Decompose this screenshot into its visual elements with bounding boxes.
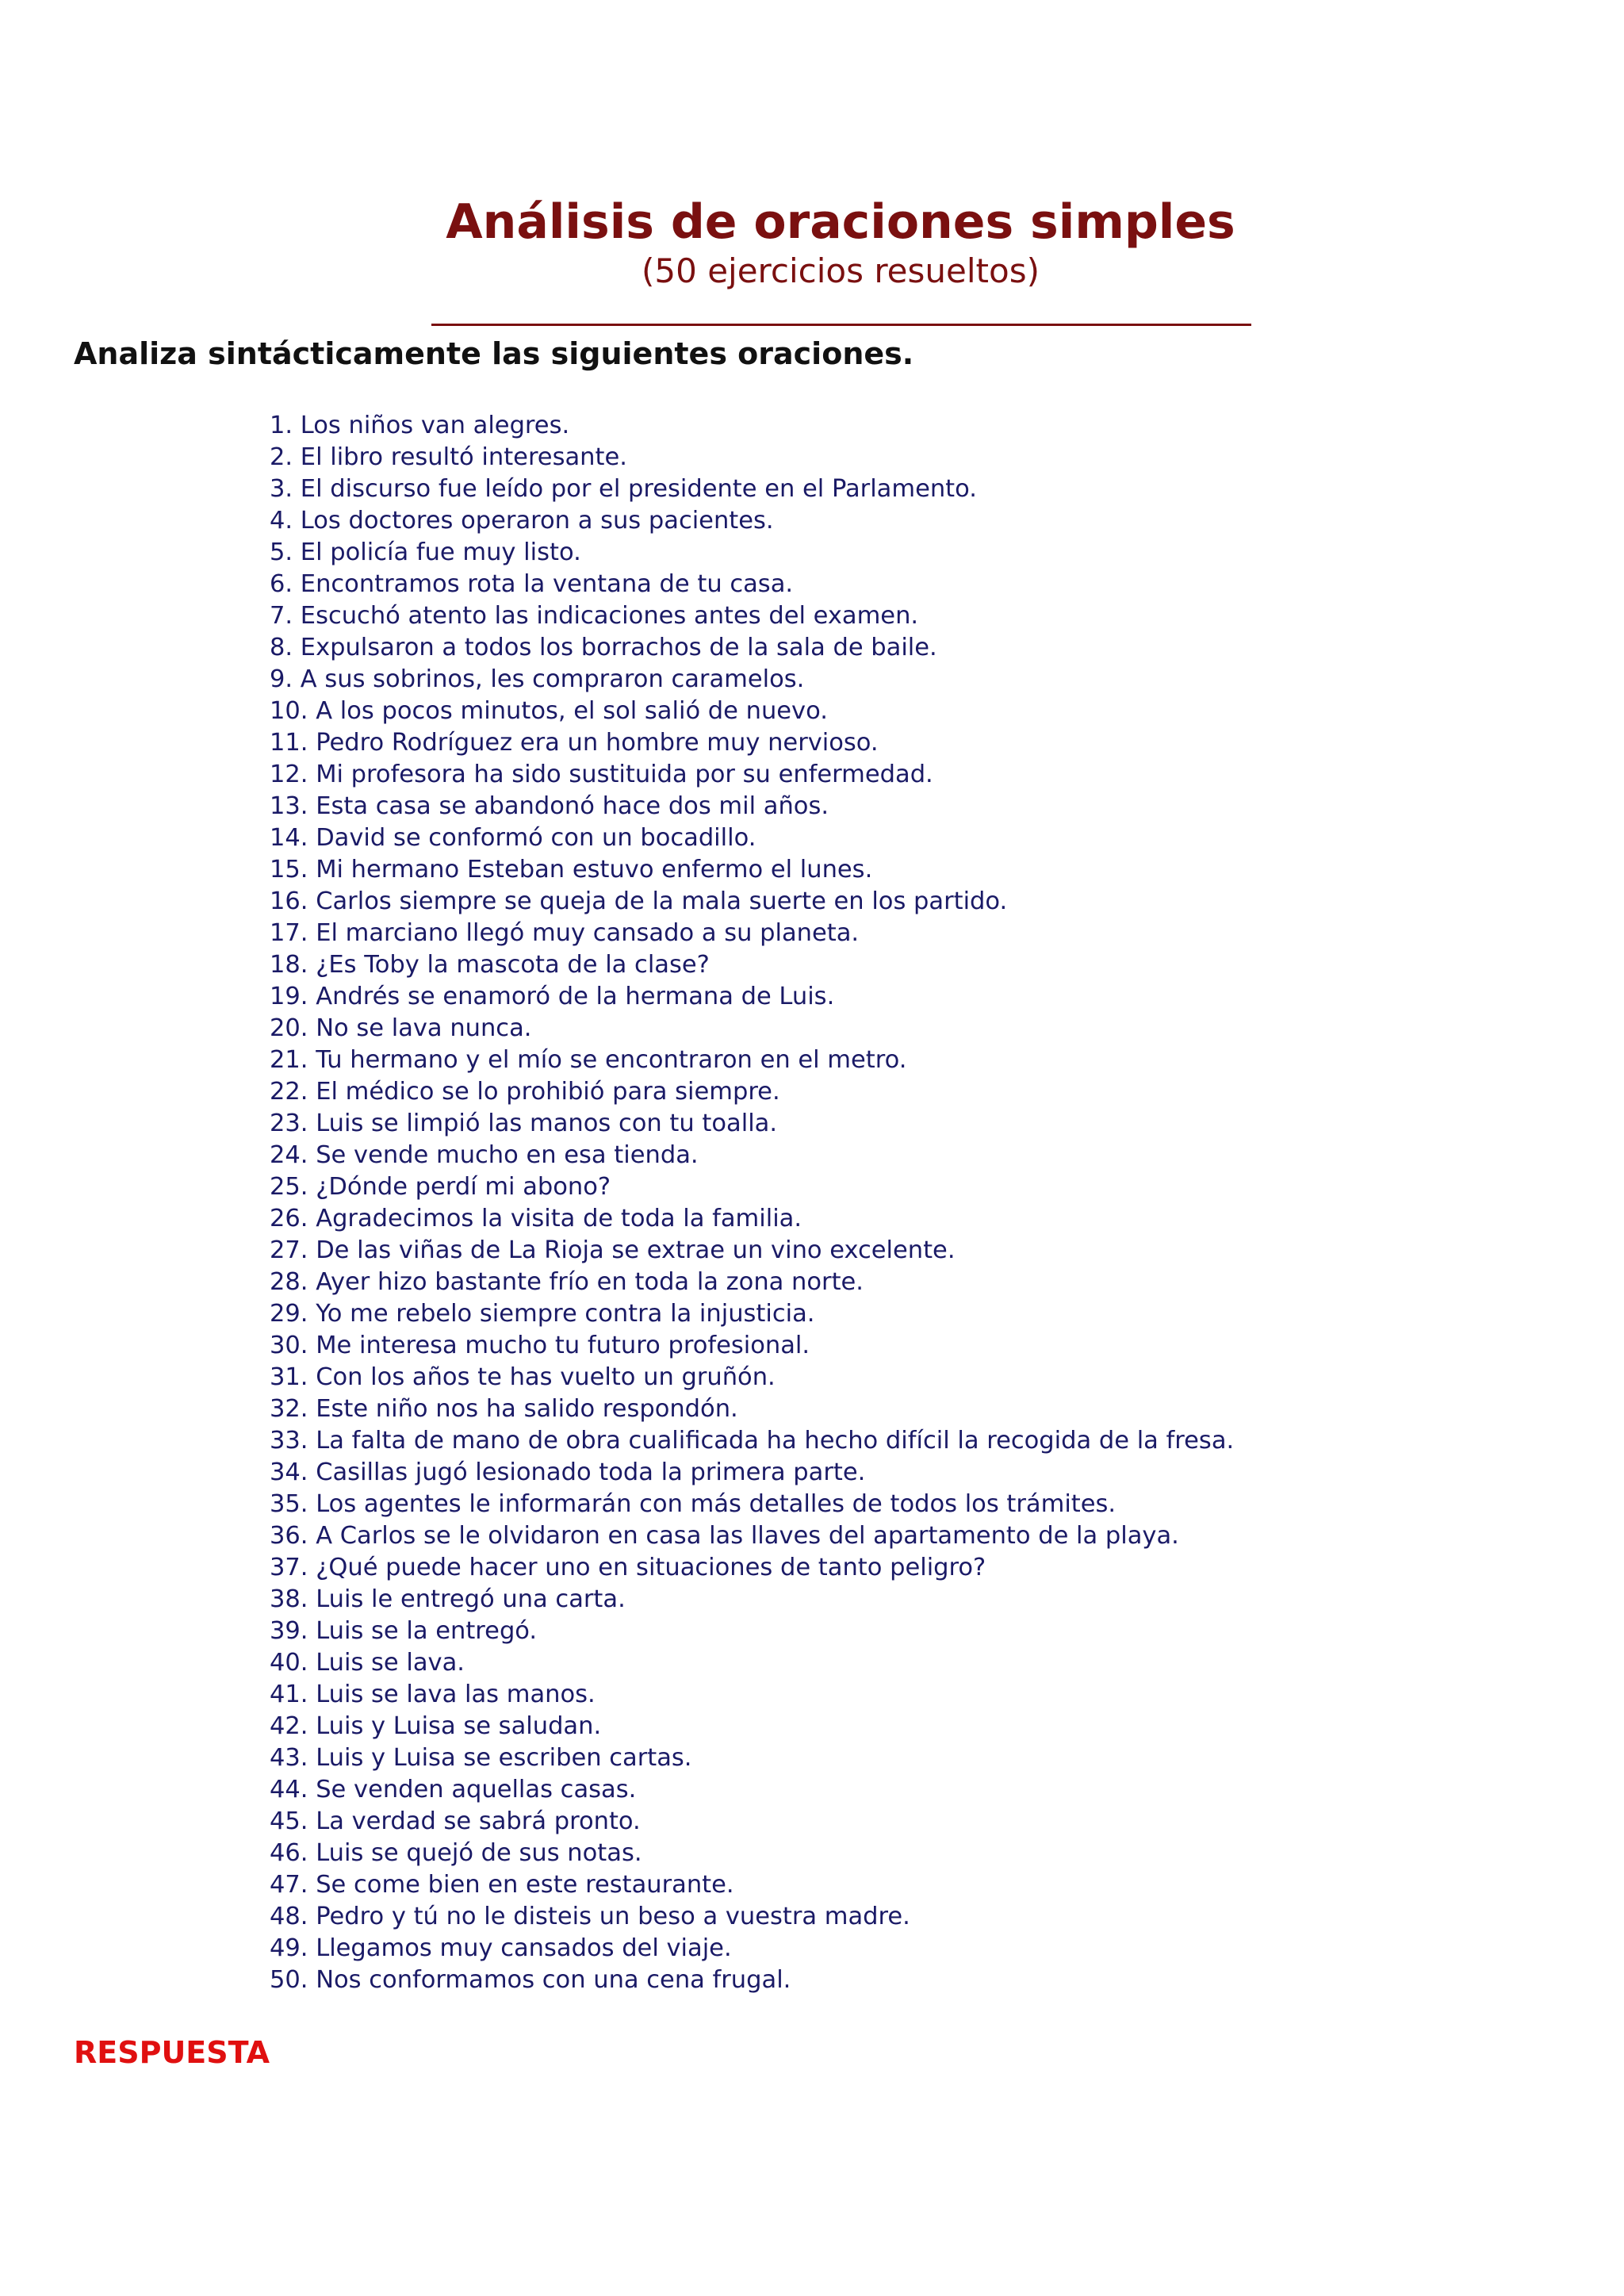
sentence-item: 14. David se conformó con un bocadillo. [270,824,756,852]
sentence-item: 21. Tu hermano y el mío se encontraron en el metro. [270,1046,907,1074]
sentence-item: 2. El libro resultó interesante. [270,443,627,471]
sentence-item: 37. ¿Qué puede hacer uno en situaciones de tanto peligro? [270,1554,986,1581]
sentence-item: 48. Pedro y tú no le disteis un beso a vuestra madre. [270,1903,910,1930]
sentence-item: 50. Nos conformamos con una cena frugal. [270,1966,791,1994]
sentence-item: 4. Los doctores operaron a sus pacientes. [270,507,774,535]
sentence-item: 19. Andrés se enamoró de la hermana de Luis. [270,983,835,1010]
sentence-item: 44. Se venden aquellas casas. [270,1776,637,1803]
sentence-list [270,410,1234,1996]
sentence-item: 16. Carlos siempre se queja de la mala suerte en los partido. [270,887,1008,915]
answer-heading: RESPUESTA [74,2035,270,2070]
page-subtitle: (50 ejercicios resueltos) [642,251,1040,290]
sentence-item: 7. Escuchó atento las indicaciones antes del examen. [270,602,919,630]
sentence-item: 49. Llegamos muy cansados del viaje. [270,1934,732,1962]
sentence-item: 24. Se vende mucho en esa tienda. [270,1141,699,1169]
sentence-item: 22. El médico se lo prohibió para siempre. [270,1078,780,1106]
sentence-item: 34. Casillas jugó lesionado toda la primera parte. [270,1458,866,1486]
title-divider [431,324,1251,326]
sentence-item: 15. Mi hermano Esteban estuvo enfermo el lunes. [270,856,873,884]
sentence-item: 23. Luis se limpió las manos con tu toalla. [270,1110,778,1137]
sentence-item: 3. El discurso fue leído por el presidente en el Parlamento. [270,475,977,503]
sentence-item: 9. A sus sobrinos, les compraron caramelos. [270,665,805,693]
sentence-item: 11. Pedro Rodríguez era un hombre muy nervioso. [270,729,879,757]
sentence-item: 41. Luis se lava las manos. [270,1681,596,1708]
sentence-item: 18. ¿Es Toby la mascota de la clase? [270,951,710,979]
sentence-item: 47. Se come bien en este restaurante. [270,1871,734,1899]
sentence-item: 43. Luis y Luisa se escriben cartas. [270,1744,692,1772]
sentence-item: 46. Luis se quejó de sus notas. [270,1839,642,1867]
sentence-item: 27. De las viñas de La Rioja se extrae un vino excelente. [270,1236,956,1264]
sentence-item: 42. Luis y Luisa se saludan. [270,1712,602,1740]
sentence-item: 45. La verdad se sabrá pronto. [270,1807,641,1835]
sentence-item: 36. A Carlos se le olvidaron en casa las llaves del apartamento de la playa. [270,1522,1179,1550]
sentence-item: 30. Me interesa mucho tu futuro profesional. [270,1332,810,1359]
sentence-item: 33. La falta de mano de obra cualificada ha hecho difícil la recogida de la fresa. [270,1427,1235,1455]
sentence-item: 32. Este niño nos ha salido respondón. [270,1395,738,1423]
exercise-instruction: Analiza sintácticamente las siguientes oraciones. [74,336,914,371]
sentence-item: 39. Luis se la entregó. [270,1617,538,1645]
sentence-item: 31. Con los años te has vuelto un gruñón. [270,1363,776,1391]
sentence-item: 29. Yo me rebelo siempre contra la injusticia. [270,1300,815,1328]
sentence-item: 5. El policía fue muy listo. [270,539,581,566]
sentence-item: 25. ¿Dónde perdí mi abono? [270,1173,611,1201]
sentence-item: 8. Expulsaron a todos los borrachos de la sala de baile. [270,634,937,661]
sentence-item: 38. Luis le entregó una carta. [270,1585,626,1613]
page-title: Análisis de oraciones simples [446,194,1235,250]
sentence-item: 10. A los pocos minutos, el sol salió de nuevo. [270,697,828,725]
sentence-item: 40. Luis se lava. [270,1649,465,1677]
sentence-item: 26. Agradecimos la visita de toda la familia. [270,1205,802,1232]
sentence-item: 13. Esta casa se abandonó hace dos mil años. [270,792,829,820]
sentence-item: 1. Los niños van alegres. [270,412,570,439]
sentence-item: 6. Encontramos rota la ventana de tu casa. [270,570,794,598]
sentence-item: 28. Ayer hizo bastante frío en toda la zona norte. [270,1268,864,1296]
sentence-item: 17. El marciano llegó muy cansado a su planeta. [270,919,860,947]
sentence-item: 12. Mi profesora ha sido sustituida por su enfermedad. [270,761,933,788]
sentence-item: 20. No se lava nunca. [270,1014,532,1042]
sentence-item: 35. Los agentes le informarán con más detalles de todos los trámites. [270,1490,1116,1518]
